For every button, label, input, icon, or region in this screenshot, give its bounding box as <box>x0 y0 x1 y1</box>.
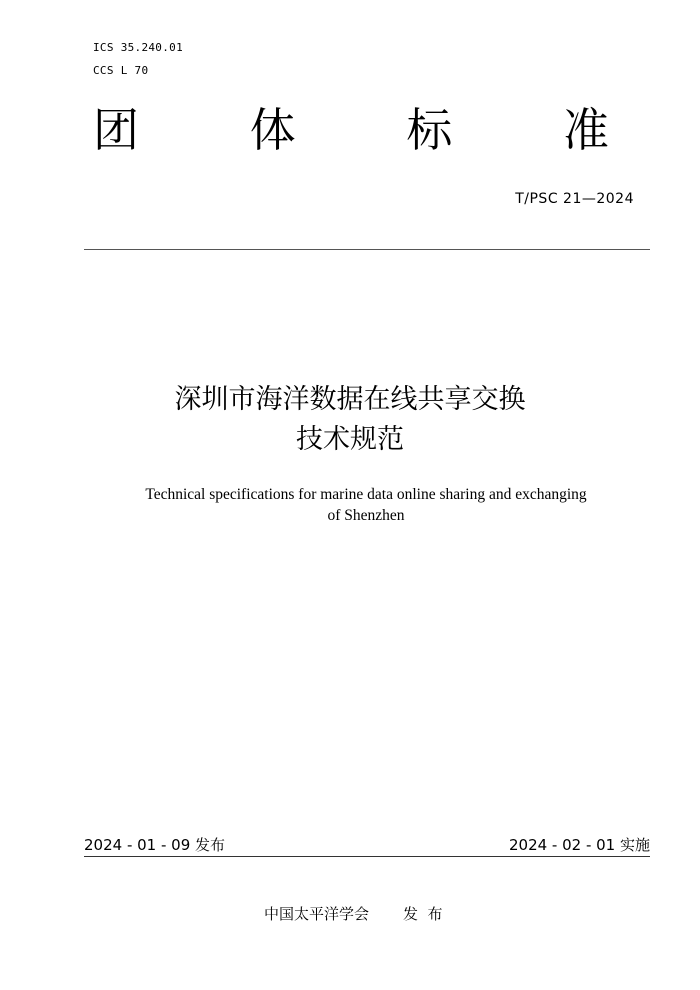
publisher-line <box>264 903 443 924</box>
category-char-1: 团 <box>93 103 139 157</box>
top-divider <box>84 249 650 250</box>
chinese-title-line-2: 技术规范 <box>296 424 404 455</box>
english-title-line-2: of Shenzhen <box>327 507 405 524</box>
release-date: 2024 - 01 - 09 发布 <box>84 836 226 854</box>
english-title <box>0 484 700 526</box>
category-char-4: 准 <box>562 103 609 157</box>
category-char-3: 标 <box>406 103 453 157</box>
ccs-code: CCS L 70 <box>93 64 149 77</box>
ics-code: ICS 35.240.01 <box>93 41 183 54</box>
bottom-divider <box>84 856 650 857</box>
chinese-title <box>0 380 700 460</box>
english-title-line-1: Technical specifications for marine data online sharing and exchanging <box>145 486 587 503</box>
publisher-name: 中国太平洋学会 <box>264 905 370 923</box>
standard-category-heading <box>93 100 609 160</box>
standard-number: T/PSC 21—2024 <box>515 191 634 207</box>
publish-action: 发 布 <box>403 905 443 923</box>
implementation-date: 2024 - 02 - 01 实施 <box>508 836 650 854</box>
category-char-2: 体 <box>249 103 296 157</box>
chinese-title-line-1: 深圳市海洋数据在线共享交换 <box>174 384 526 415</box>
